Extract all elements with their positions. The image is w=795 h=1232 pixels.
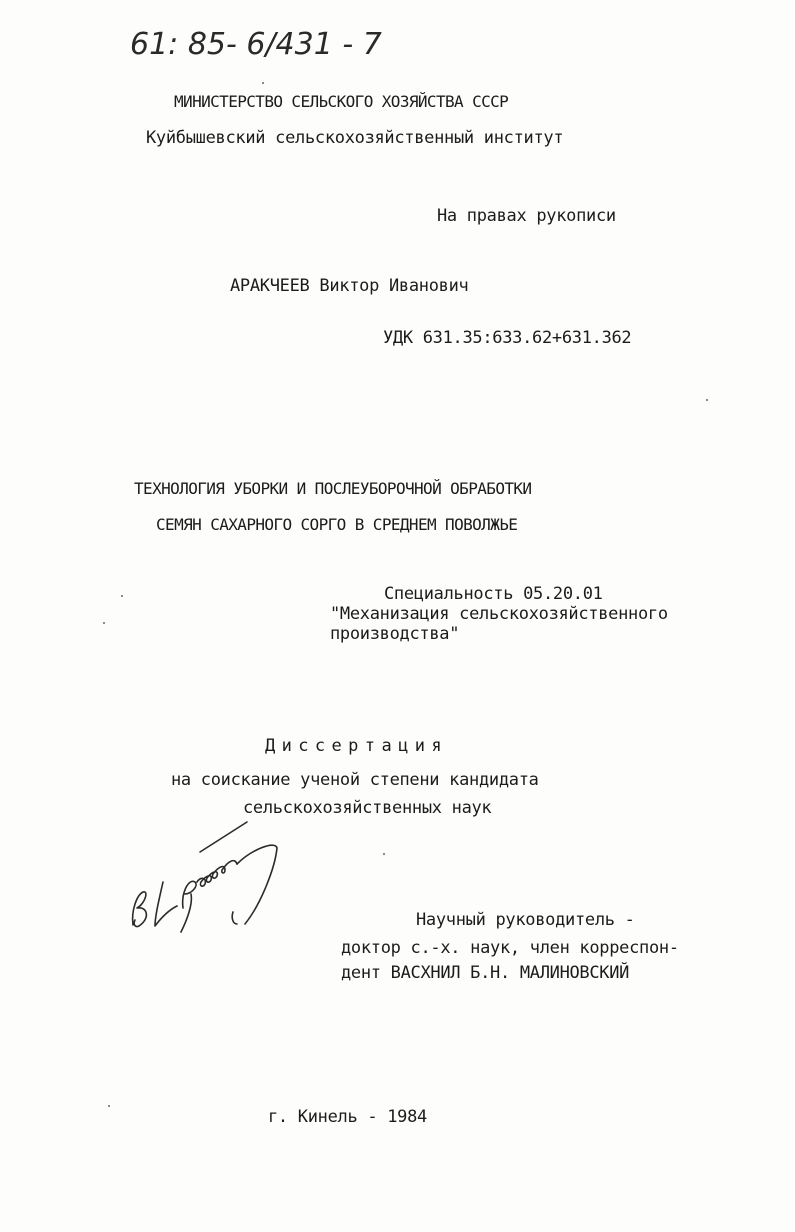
degree-line-2: сельскохозяйственных наук <box>243 798 492 818</box>
specialty-name-line-1: "Механизация сельскохозяйственного <box>330 604 668 624</box>
handwritten-signature <box>125 820 295 940</box>
ministry-heading: МИНИСТЕРСТВО СЕЛЬСКОГО ХОЗЯЙСТВА СССР <box>174 92 509 111</box>
author-name: АРАКЧЕЕВ Виктор Иванович <box>230 276 469 296</box>
place-and-year: г. Кинель - 1984 <box>268 1107 427 1127</box>
advisor-name: дент ВАСХНИЛ Б.Н. МАЛИНОВСКИЙ <box>341 963 630 983</box>
specialty-code: Специальность 05.20.01 <box>384 584 603 604</box>
institute-name: Куйбышевский сельскохозяйственный институт <box>146 128 564 148</box>
scan-speck <box>706 399 708 401</box>
udc-code: УДК 631.35:633.62+631.362 <box>383 328 632 348</box>
title-line-2: СЕМЯН САХАРНОГО СОРГО В СРЕДНЕМ ПОВОЛЖЬЕ <box>156 515 518 534</box>
scan-speck <box>262 82 264 84</box>
specialty-name-line-2: производства" <box>330 624 460 644</box>
manuscript-rights-note: На правах рукописи <box>437 206 616 226</box>
archive-number-handwritten: 61: 85- 6/431 - 7 <box>130 27 382 62</box>
scan-speck <box>383 853 385 855</box>
degree-line-1: на соискание ученой степени кандидата <box>171 770 539 790</box>
advisor-title: Научный руководитель - <box>416 910 635 930</box>
scan-speck <box>103 622 105 624</box>
advisor-degree: доктор с.-х. наук, член корреспон- <box>341 938 679 958</box>
scan-speck <box>108 1105 110 1107</box>
scan-speck <box>121 595 123 597</box>
dissertation-label: Диссертация <box>265 736 448 756</box>
title-line-1: ТЕХНОЛОГИЯ УБОРКИ И ПОСЛЕУБОРОЧНОЙ ОБРАБОТКИ <box>134 479 532 498</box>
